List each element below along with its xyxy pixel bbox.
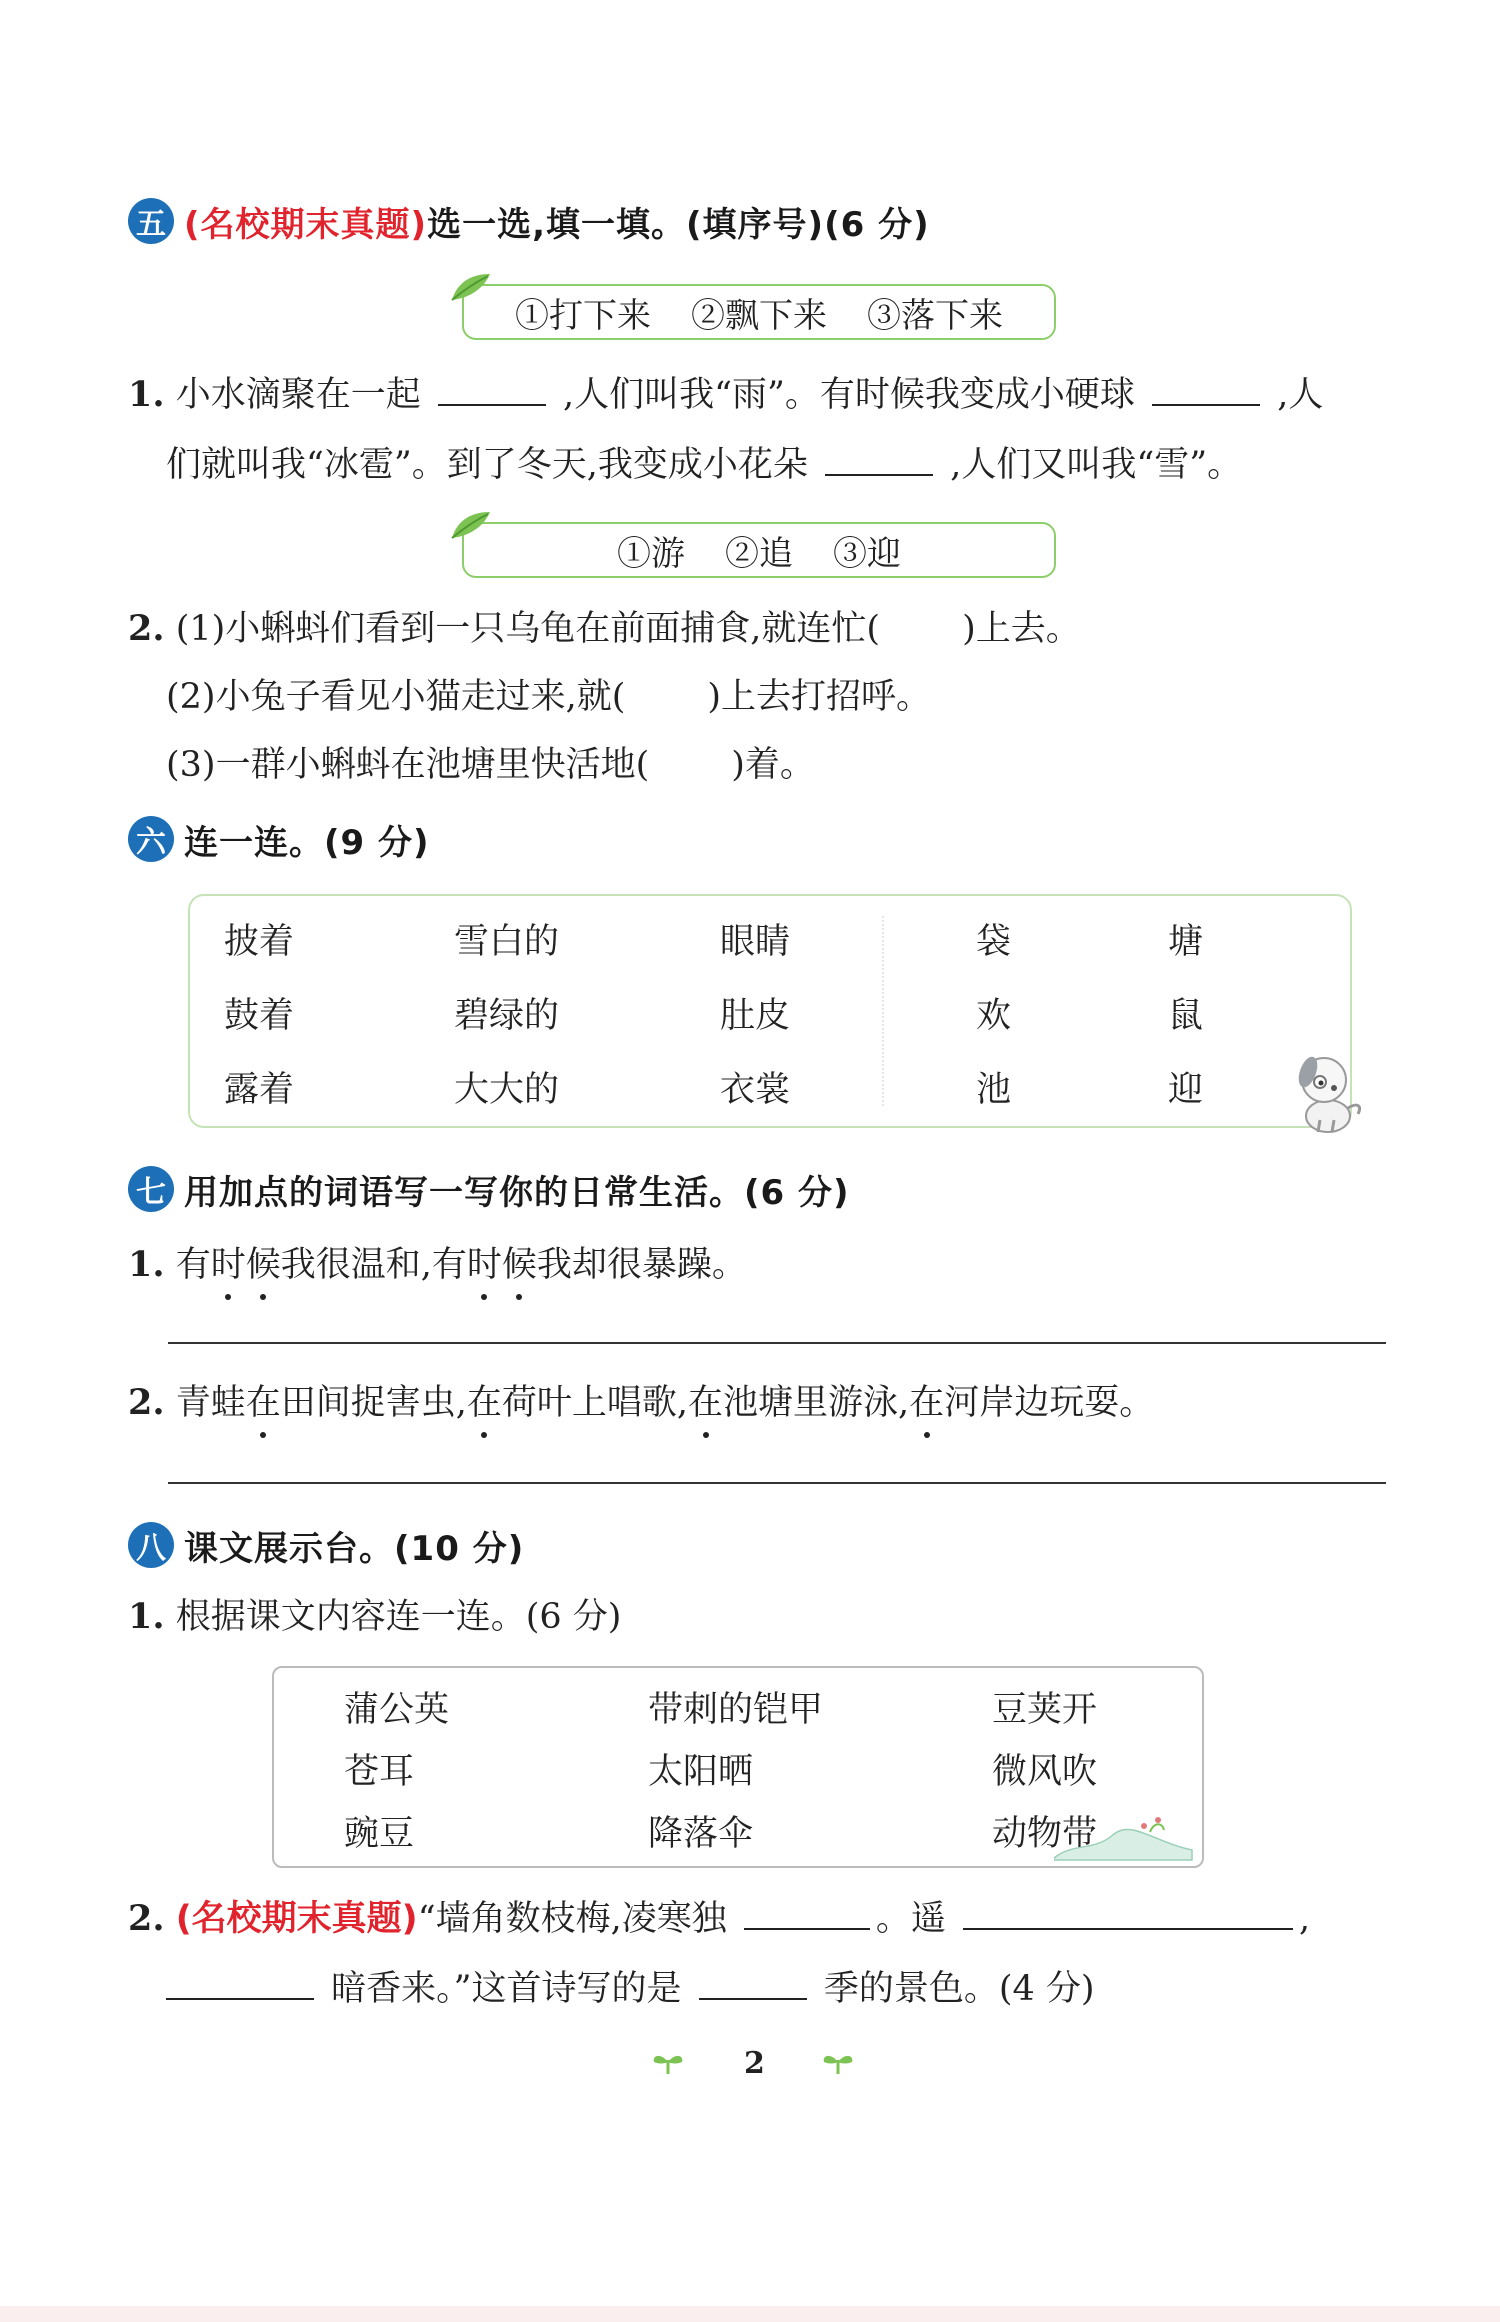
landscape-decoration-icon <box>1054 1812 1194 1862</box>
section8-matching-box <box>272 1666 1204 1868</box>
match-word[interactable]: 碧绿的 <box>454 996 560 1036</box>
section8-number-badge: 八 <box>128 1522 174 1568</box>
q-text: 荷叶上唱歌, <box>501 1383 689 1423</box>
q2-text: )上去打招呼。 <box>707 677 932 717</box>
question-number: 2. <box>128 1898 165 1939</box>
option-3: ③迎 <box>833 533 901 574</box>
q2-text: (1)小蝌蚪们看到一只乌龟在前面捕食,就连忙( <box>175 609 881 649</box>
match-word[interactable]: 蒲公英 <box>344 1690 450 1730</box>
q2-text: )着。 <box>731 745 815 785</box>
match-word[interactable]: 欢 <box>976 996 1012 1036</box>
section8-title: 课文展示台。(10 分) <box>184 1528 525 1569</box>
match-word[interactable]: 雪白的 <box>454 922 560 962</box>
q-text: 田间捉害虫, <box>280 1383 467 1423</box>
q-text: 季的景色。(4 分) <box>823 1969 1095 2009</box>
fill-blank[interactable] <box>825 436 933 476</box>
section5-number-badge: 五 <box>128 198 174 244</box>
q-text: 我很温和,有 <box>280 1245 467 1285</box>
section7-number-badge: 七 <box>128 1166 174 1212</box>
answer-line[interactable] <box>168 1342 1386 1344</box>
bottom-band <box>0 2306 1500 2322</box>
q1-text: ,人们又叫我“雪”。 <box>950 445 1243 485</box>
section5-options-box-2 <box>462 522 1056 578</box>
section8-q2-line2 <box>166 1960 1095 2014</box>
match-word[interactable]: 鼠 <box>1168 996 1204 1036</box>
match-word[interactable]: 动物带 <box>992 1814 1098 1854</box>
section7-q1 <box>128 1240 747 1290</box>
section5-q2-c <box>166 740 815 790</box>
option-2: ②追 <box>725 533 793 574</box>
section5-options-box-1 <box>462 284 1056 340</box>
match-word[interactable]: 微风吹 <box>992 1752 1098 1792</box>
question-number: 1. <box>128 374 165 415</box>
section6-number-badge: 六 <box>128 816 174 862</box>
match-word[interactable]: 太阳晒 <box>648 1752 754 1792</box>
section7-q2 <box>128 1378 1154 1428</box>
q-text: 青蛙 <box>175 1383 246 1423</box>
question-number: 2. <box>128 608 165 649</box>
section8-header <box>128 1520 524 1570</box>
q-text: 我却很暴躁。 <box>536 1245 747 1285</box>
dotted-word: 时候 <box>211 1240 281 1290</box>
q2-text: (3)一群小蝌蚪在池塘里快活地( <box>166 745 650 785</box>
leaf-icon <box>448 508 492 542</box>
q2-text: )上去。 <box>962 609 1081 649</box>
dotted-word: 在 <box>909 1378 944 1428</box>
q-text: 暗香来。”这首诗写的是 <box>331 1969 682 2009</box>
section6-matching-box <box>188 894 1352 1128</box>
match-word[interactable]: 肚皮 <box>720 996 791 1036</box>
q2-text: (2)小兔子看见小猫走过来,就( <box>166 677 626 717</box>
answer-line[interactable] <box>168 1482 1386 1484</box>
match-word[interactable]: 迎 <box>1168 1070 1204 1110</box>
match-word[interactable]: 带刺的铠甲 <box>648 1690 824 1730</box>
sprout-icon <box>648 2050 688 2076</box>
q1-text: 们就叫我“冰雹”。到了冬天,我变成小花朵 <box>166 445 808 485</box>
puppy-icon <box>1288 1046 1370 1138</box>
sprout-icon <box>818 2050 858 2076</box>
fill-blank[interactable] <box>699 1960 807 2000</box>
section5-title: 选一选,填一填。(填序号)(6 分) <box>427 204 930 245</box>
dotted-word: 时候 <box>467 1240 537 1290</box>
match-word[interactable]: 披着 <box>224 922 295 962</box>
match-word[interactable]: 眼睛 <box>720 922 791 962</box>
match-word[interactable]: 降落伞 <box>648 1814 754 1854</box>
match-word[interactable]: 袋 <box>976 922 1012 962</box>
section5-q2-b <box>166 672 931 722</box>
q1-text: ,人们叫我“雨”。有时候我变成小硬球 <box>562 375 1135 415</box>
dotted-word: 在 <box>246 1378 281 1428</box>
fill-blank[interactable] <box>166 1960 314 2000</box>
q-text: , <box>1299 1899 1311 1939</box>
option-3: ③落下来 <box>867 295 1003 336</box>
q-text: 池塘里游泳, <box>723 1383 910 1423</box>
option-2: ②飘下来 <box>691 295 827 336</box>
match-word[interactable]: 豆荚开 <box>992 1690 1098 1730</box>
leaf-icon <box>448 270 492 304</box>
question-tag: (名校期末真题) <box>175 1899 418 1939</box>
dotted-word: 在 <box>467 1378 502 1428</box>
q1-text: ,人 <box>1277 375 1324 415</box>
section5-q2-a <box>128 604 1081 654</box>
section7-title: 用加点的词语写一写你的日常生活。(6 分) <box>184 1172 850 1213</box>
q-text: “墙角数枝梅,凌寒独 <box>417 1899 727 1939</box>
page-number: 2 <box>744 2046 765 2081</box>
q-text: 有 <box>175 1245 211 1285</box>
fill-blank[interactable] <box>1152 366 1260 406</box>
section5-header <box>128 196 930 246</box>
section5-tag: (名校期末真题) <box>184 204 428 245</box>
match-word[interactable]: 大大的 <box>454 1070 560 1110</box>
q-text: 。遥 <box>875 1899 946 1939</box>
match-word[interactable]: 池 <box>976 1070 1012 1110</box>
q-text: 河岸边玩耍。 <box>944 1383 1155 1423</box>
section8-q2-line1 <box>128 1890 1310 1944</box>
section6-header <box>128 814 430 864</box>
match-word[interactable]: 塘 <box>1168 922 1204 962</box>
fill-blank[interactable] <box>744 1890 870 1930</box>
option-1: ①游 <box>617 533 685 574</box>
match-word[interactable]: 露着 <box>224 1070 295 1110</box>
divider <box>882 916 884 1106</box>
match-word[interactable]: 鼓着 <box>224 996 295 1036</box>
question-number: 2. <box>128 1382 165 1423</box>
option-1: ①打下来 <box>515 295 651 336</box>
dotted-word: 在 <box>688 1378 723 1428</box>
section6-title: 连一连。(9 分) <box>184 822 430 863</box>
fill-blank[interactable] <box>963 1890 1293 1930</box>
section5-q1-line1 <box>128 366 1323 420</box>
section7-header <box>128 1164 850 1214</box>
q-text: 根据课文内容连一连。(6 分) <box>175 1597 622 1637</box>
question-number: 1. <box>128 1596 165 1637</box>
section5-q1-line2 <box>166 436 1242 490</box>
match-word[interactable]: 苍耳 <box>344 1752 415 1792</box>
match-word[interactable]: 豌豆 <box>344 1814 415 1854</box>
question-number: 1. <box>128 1244 165 1285</box>
section8-q1 <box>128 1592 621 1642</box>
match-word[interactable]: 衣裳 <box>720 1070 791 1110</box>
fill-blank[interactable] <box>438 366 546 406</box>
q1-text: 小水滴聚在一起 <box>175 375 421 415</box>
